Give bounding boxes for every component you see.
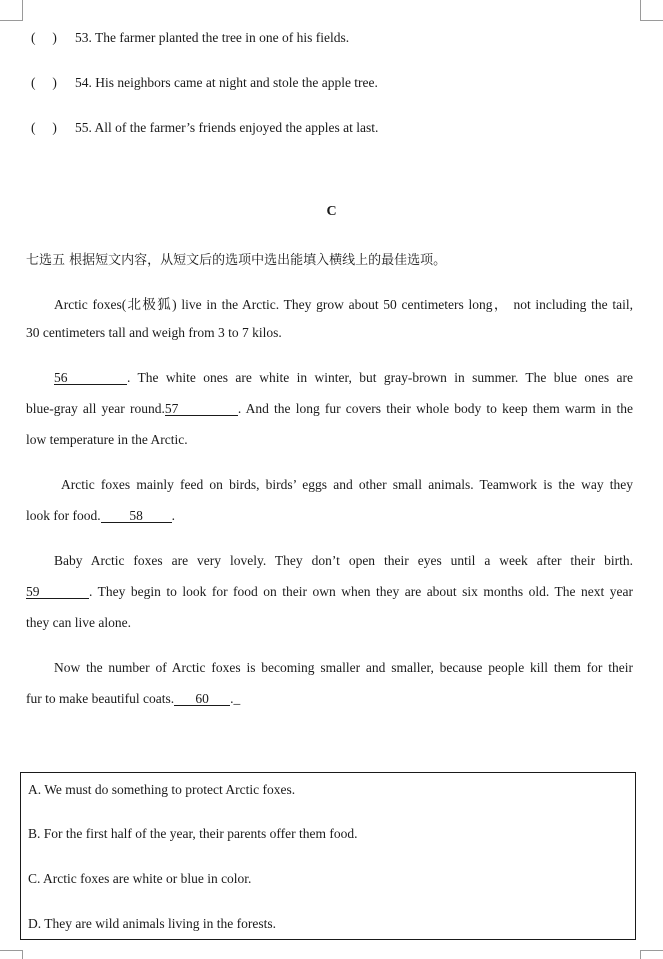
- question-53: [31, 26, 633, 46]
- question-54: [31, 71, 633, 91]
- option-a[interactable]: A. We must do something to protect Arctic foxes.: [28, 782, 296, 797]
- passage-line: they can live alone.: [26, 615, 131, 630]
- answer-parentheses[interactable]: ( ): [31, 120, 57, 135]
- section-title: C: [326, 204, 337, 219]
- question-text: 53. The farmer planted the tree in one of his fields.: [75, 30, 350, 45]
- page-corner-mark-bottom-left: [0, 950, 23, 959]
- passage-line: [26, 508, 633, 524]
- passage-text: fur to make beautiful coats.: [26, 691, 175, 706]
- question-text: 54. His neighbors came at night and stole the apple tree.: [75, 75, 378, 90]
- answer-blank-56[interactable]: 56: [54, 371, 127, 385]
- passage-text: . And the long fur covers their whole body to keep them warm in the: [237, 401, 633, 416]
- answer-blank-60[interactable]: 60: [174, 692, 230, 706]
- passage-text: . The white ones are white in winter, but gray-brown in summer. The blue ones are: [127, 370, 633, 385]
- question-text: 55. All of the farmer’s friends enjoyed the apples at last.: [75, 120, 379, 135]
- answer-parentheses[interactable]: ( ): [31, 75, 57, 90]
- page-corner-mark-bottom-right: [640, 950, 663, 959]
- passage-line: low temperature in the Arctic.: [26, 432, 188, 447]
- option-b[interactable]: B. For the first half of the year, their parents offer them food.: [28, 826, 358, 841]
- passage-text: look for food.: [26, 508, 101, 523]
- page-corner-mark-top-right: [640, 0, 663, 21]
- answer-blank-59[interactable]: 59: [26, 585, 89, 599]
- passage-text: . They begin to look for food on their own when they are about six months old. The next year: [89, 584, 633, 599]
- answer-blank-57[interactable]: 57: [165, 402, 238, 416]
- passage-line: Arctic foxes mainly feed on birds, birds’ eggs and other small animals. Teamwork is the way they: [61, 477, 633, 492]
- passage-line: [26, 401, 633, 417]
- passage-line: 30 centimeters tall and weigh from 3 to 7 kilos.: [26, 325, 282, 340]
- passage-line: Now the number of Arctic foxes is becoming smaller and smaller, because people kill them for their: [54, 660, 633, 675]
- passage-text: blue-gray all year round.: [26, 401, 165, 416]
- passage-text: .: [171, 508, 175, 523]
- passage-line: Baby Arctic foxes are very lovely. They don’t open their eyes until a week after their birth.: [54, 553, 633, 568]
- question-55: [31, 116, 633, 136]
- option-c[interactable]: C. Arctic foxes are white or blue in color.: [28, 871, 252, 886]
- options-box: [20, 772, 636, 940]
- passage-line: Arctic foxes(北极狐) live in the Arctic. They grow about 50 centimeters long， not including the tail,: [54, 297, 633, 312]
- section-instruction: 七选五 根据短文内容，从短文后的选项中选出能填入横线上的最佳选项。: [26, 253, 447, 268]
- passage-line: [26, 370, 633, 386]
- answer-parentheses[interactable]: ( ): [31, 30, 57, 45]
- passage-text: ._: [230, 691, 241, 706]
- passage-line: [26, 584, 633, 600]
- answer-blank-58[interactable]: 58: [101, 509, 172, 523]
- passage-line: [26, 691, 633, 707]
- page-corner-mark-top-left: [0, 0, 23, 21]
- option-d[interactable]: D. They are wild animals living in the forests.: [28, 916, 276, 931]
